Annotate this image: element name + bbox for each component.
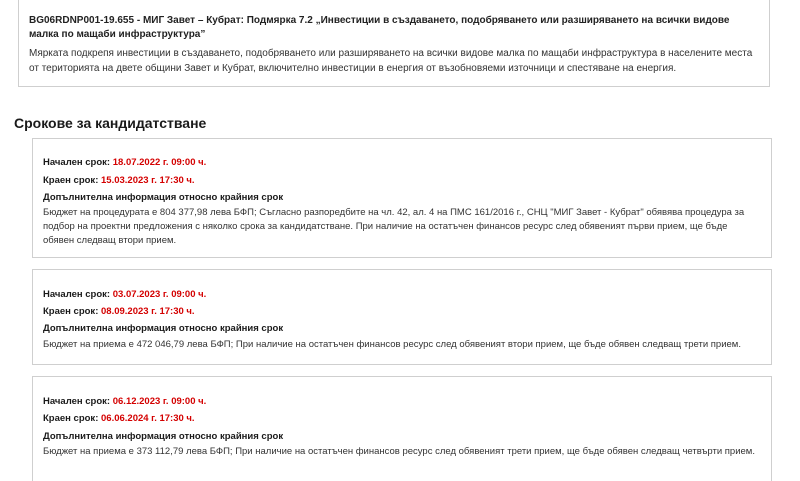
end-deadline [43,175,195,186]
additional-info-heading: Допълнителна информация относно крайния срок [43,323,284,334]
start-deadline [43,396,206,407]
start-deadline [43,289,206,300]
procedure-card [18,0,770,87]
start-label: Начален срок: [43,157,111,168]
end-label: Краен срок: [43,413,99,424]
start-label: Начален срок: [43,289,111,300]
deadlines-heading: Срокове за кандидатстване [14,115,207,131]
procedure-description: Мярката подкрепя инвестиции в създаването, подобряването или разширяването на всички видове малка по мащаби инфраструктура в населените места от територията на двете общини Завет и Кубрат, включително инвестиции в енергия от възобновяеми източници и спестяване на енергия. [29,48,753,74]
procedure-title: BG06RDNP001-19.655 - МИГ Завет – Кубрат: Подмярка 7.2 „Инвестиции в създаването, подобряването или разширяването на всички видове малка по мащаби инфраструктура” [29,15,730,40]
end-label: Краен срок: [43,175,99,186]
start-date: 03.07.2023 г. 09:00 ч. [112,289,207,300]
additional-info-heading: Допълнителна информация относно крайния срок [43,192,284,203]
end-date: 08.09.2023 г. 17:30 ч. [101,306,195,317]
additional-info-text: Бюджет на приема е 373 112,79 лева БФП; При наличие на остатъчен финансов ресурс след обявеният трети прием, ще бъде обявен следващ четвърти прием. [43,446,755,457]
start-date: 06.12.2023 г. 09:00 ч. [112,396,207,407]
start-date: 18.07.2022 г. 09:00 ч. [112,157,207,168]
start-label: Начален срок: [43,396,111,407]
end-date: 06.06.2024 г. 17:30 ч. [101,413,195,424]
start-deadline [43,157,206,168]
additional-info-text: Бюджет на процедурата е 804 377,98 лева БФП; Съгласно разпоредбите на чл. 42, ал. 4 на ПМС 161/2016 г., СНЦ "МИГ Завет - Кубрат" обявява процедура за подбор на проектни предложения с няколко срока за кандидатстване. При наличие на остатъчен финансов ресурс след обявеният първи прием, ще бъде обявен следващ втори прием. [43,207,745,246]
end-date: 15.03.2023 г. 17:30 ч. [101,175,195,186]
deadline-card [32,269,772,365]
deadline-card [32,138,772,258]
end-label: Краен срок: [43,306,99,317]
end-deadline [43,413,195,424]
additional-info-text: Бюджет на приема е 472 046,79 лева БФП; При наличие на остатъчен финансов ресурс след обявеният втори прием, ще бъде обявен следващ трети прием. [43,339,741,350]
end-deadline [43,306,195,317]
deadline-card [32,376,772,481]
additional-info-heading: Допълнителна информация относно крайния срок [43,431,284,442]
